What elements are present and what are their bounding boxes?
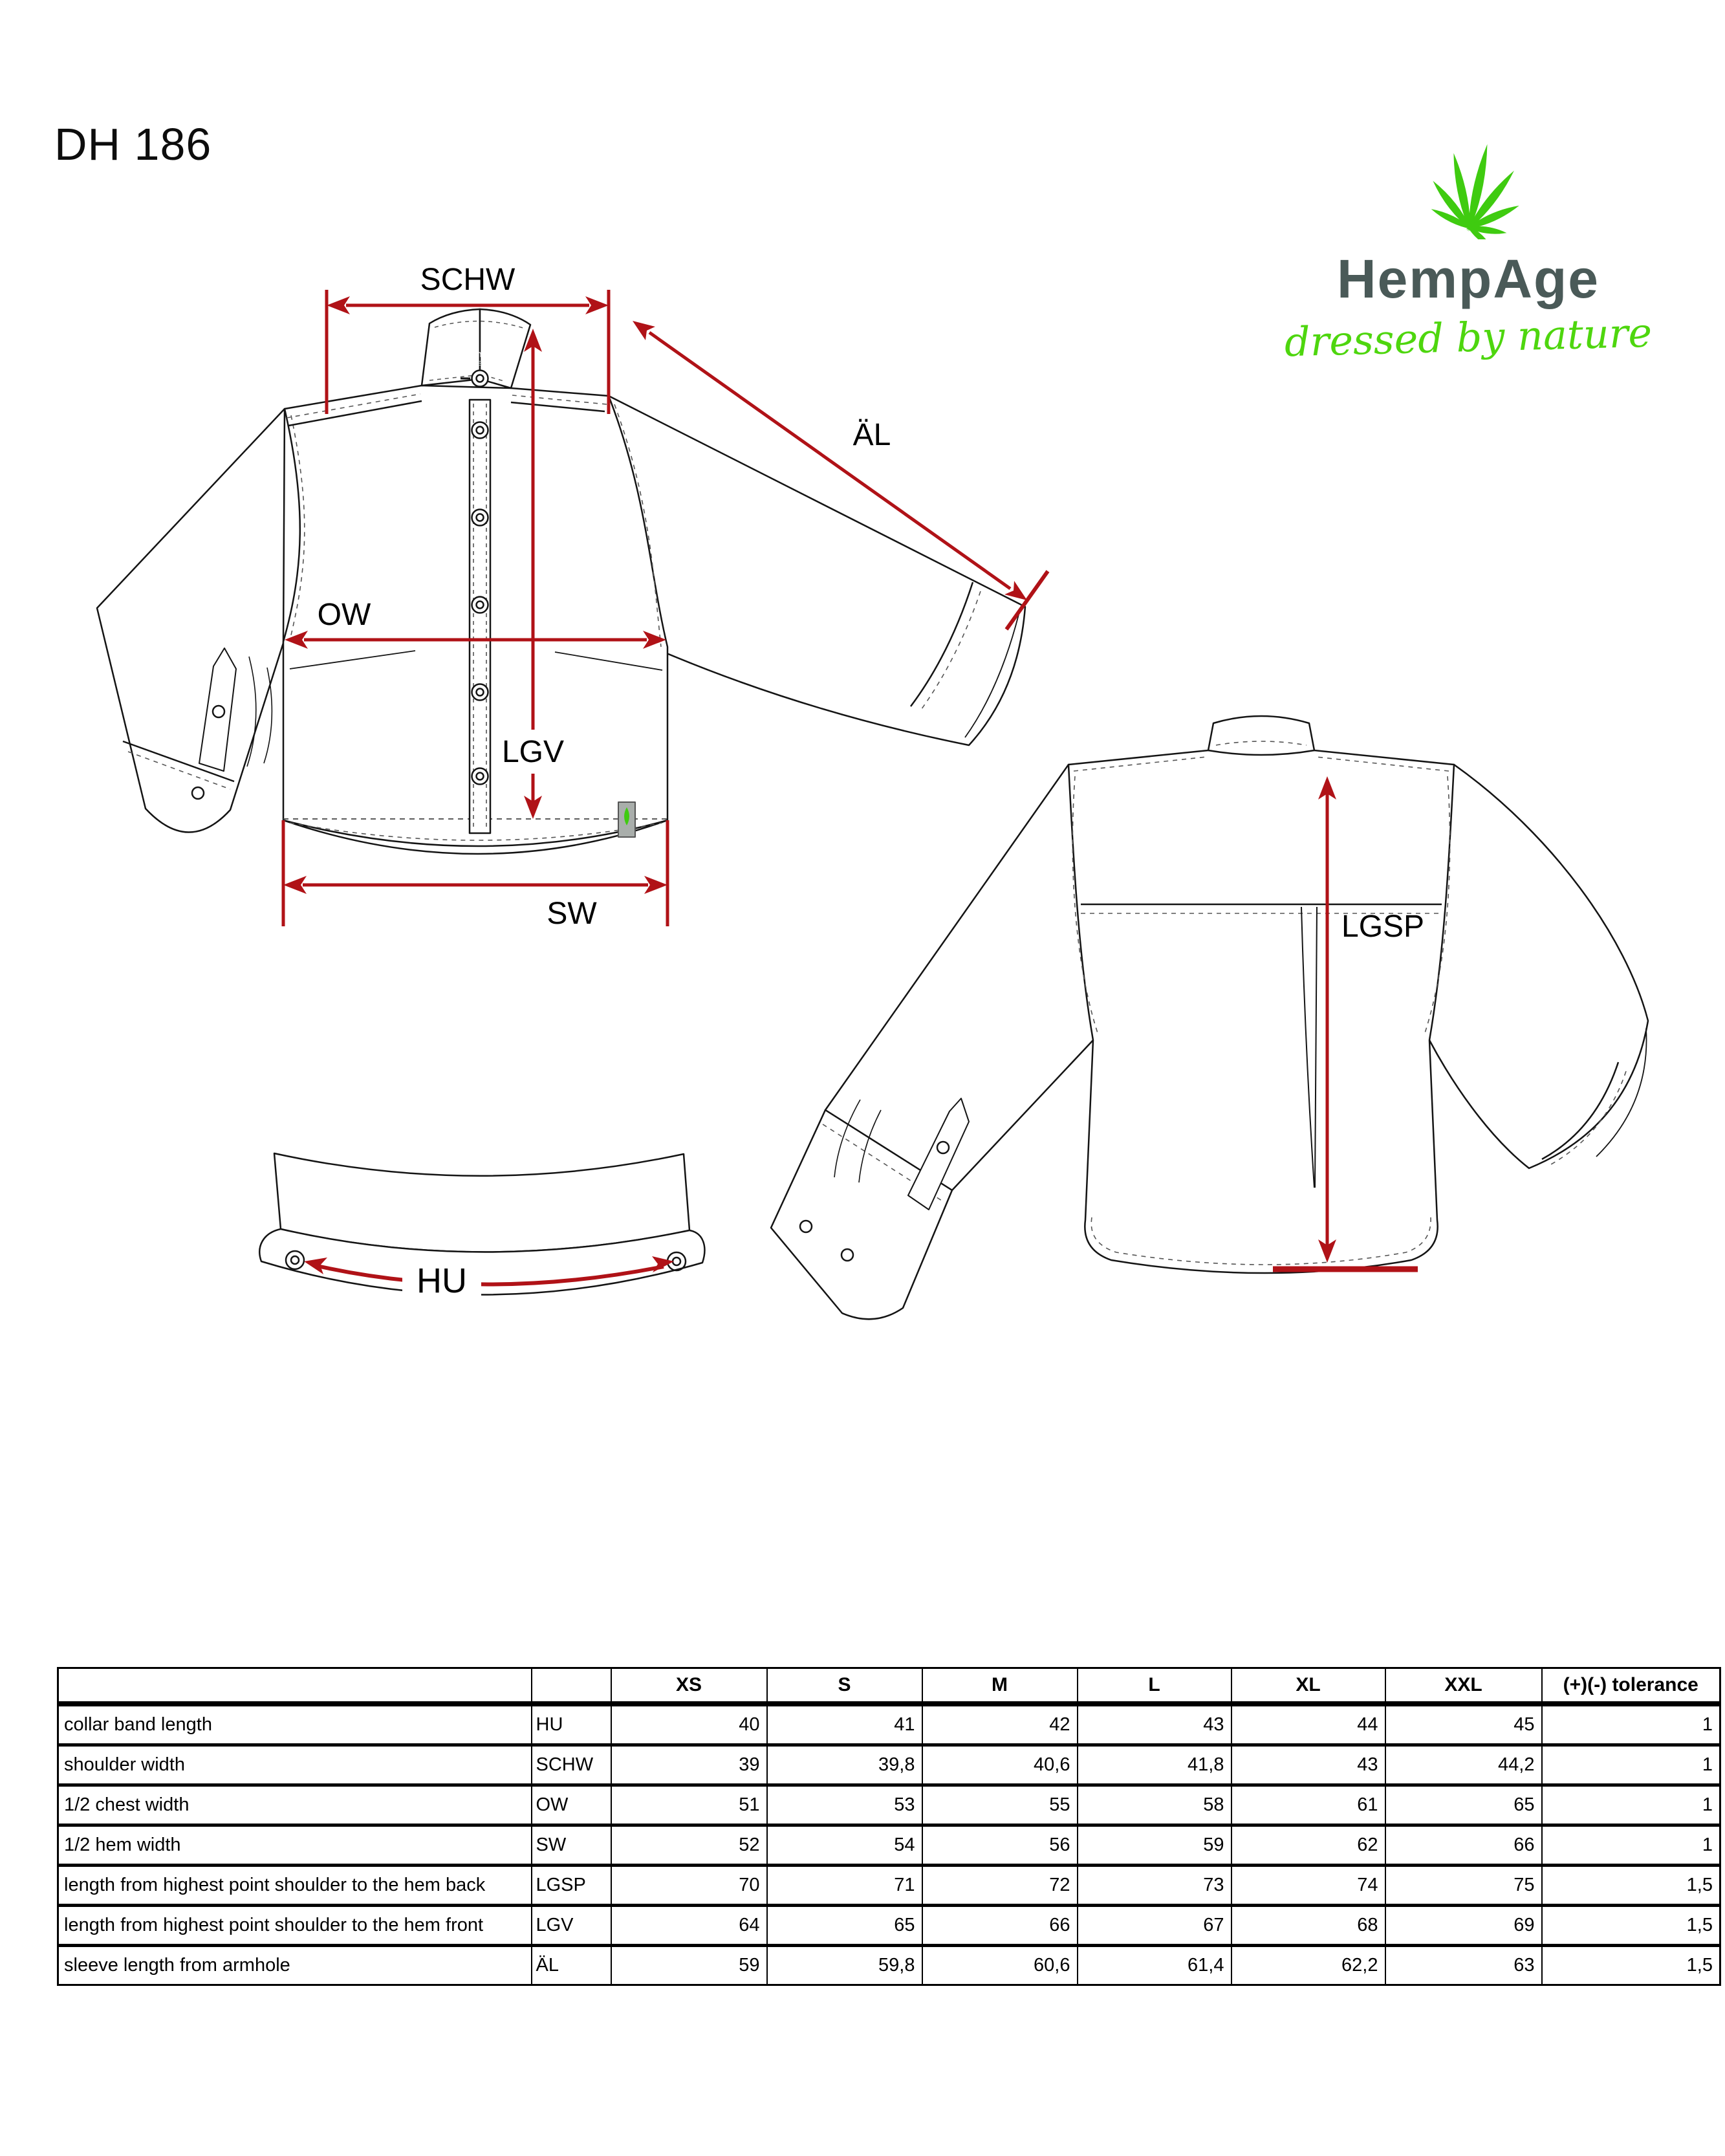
measurement-value: 53 [767, 1785, 922, 1825]
page-title: DH 186 [54, 119, 212, 169]
measurement-value: 1 [1542, 1785, 1720, 1825]
measurement-value: 42 [922, 1704, 1078, 1745]
column-header-XL: XL [1231, 1668, 1385, 1704]
brand-tagline: dressed by nature [1284, 309, 1653, 366]
measurement-code: LGV [532, 1906, 611, 1946]
measurement-value: 58 [1078, 1785, 1231, 1825]
measurement-value: 69 [1385, 1906, 1542, 1946]
label-ael: ÄL [852, 418, 891, 452]
measurement-value: 63 [1385, 1946, 1542, 1985]
column-header-(+)(-) tolerance: (+)(-) tolerance [1542, 1668, 1720, 1704]
table-row [58, 1946, 1720, 1985]
measurement-value: 52 [611, 1825, 767, 1866]
measurement-value: 40,6 [922, 1745, 1078, 1785]
measurement-value: 70 [611, 1866, 767, 1906]
measurement-value: 56 [922, 1825, 1078, 1866]
measurement-code: SCHW [532, 1745, 611, 1785]
label-ow: OW [317, 598, 371, 632]
brand-name: HempAge [1336, 248, 1600, 309]
measurement-value: 1,5 [1542, 1946, 1720, 1985]
table-row [58, 1906, 1720, 1946]
measurement-value: 66 [1385, 1825, 1542, 1866]
empty-header [58, 1668, 532, 1704]
measurement-name: sleeve length from armhole [58, 1946, 532, 1985]
measurement-value: 41 [767, 1704, 922, 1745]
measurement-value: 54 [767, 1825, 922, 1866]
measurement-value: 60,6 [922, 1946, 1078, 1985]
measurement-value: 61 [1231, 1785, 1385, 1825]
table-row [58, 1785, 1720, 1825]
collar-band-view [259, 1153, 704, 1295]
measurement-value: 62,2 [1231, 1946, 1385, 1985]
table-header [58, 1668, 1720, 1704]
table-row [58, 1825, 1720, 1866]
column-header-S: S [767, 1668, 922, 1704]
measurement-value: 51 [611, 1785, 767, 1825]
measurement-value: 65 [1385, 1785, 1542, 1825]
measurement-value: 43 [1078, 1704, 1231, 1745]
measurement-value: 59 [611, 1946, 767, 1985]
measurement-code: SW [532, 1825, 611, 1866]
measurement-value: 1,5 [1542, 1866, 1720, 1906]
measurement-value: 73 [1078, 1866, 1231, 1906]
measurement-value: 61,4 [1078, 1946, 1231, 1985]
measurement-value: 40 [611, 1704, 767, 1745]
table-row [58, 1866, 1720, 1906]
measurement-value: 72 [922, 1866, 1078, 1906]
label-schw: SCHW [420, 263, 515, 297]
measurement-value: 39 [611, 1745, 767, 1785]
column-header-XXL: XXL [1385, 1668, 1542, 1704]
measurement-value: 62 [1231, 1825, 1385, 1866]
back-view [771, 716, 1648, 1319]
measurement-value: 44 [1231, 1704, 1385, 1745]
measurement-value: 71 [767, 1866, 922, 1906]
measurement-value: 1 [1542, 1704, 1720, 1745]
measurement-value: 44,2 [1385, 1745, 1542, 1785]
measurement-value: 68 [1231, 1906, 1385, 1946]
measurement-name: collar band length [58, 1704, 532, 1745]
measurement-value: 55 [922, 1785, 1078, 1825]
header-row [58, 1668, 1720, 1704]
measurement-name: length from highest point shoulder to the hem back [58, 1866, 532, 1906]
measurement-value: 59,8 [767, 1946, 922, 1985]
label-sw: SW [547, 897, 597, 931]
size-table [57, 1667, 1721, 1986]
measurement-value: 64 [611, 1906, 767, 1946]
side-seam-tag [618, 802, 635, 837]
table-row [58, 1704, 1720, 1745]
measurement-value: 74 [1231, 1866, 1385, 1906]
measurement-value: 75 [1385, 1866, 1542, 1906]
measurement-value: 39,8 [767, 1745, 922, 1785]
measurement-code: OW [532, 1785, 611, 1825]
svg-text:S: S [477, 360, 483, 367]
measurement-value: 65 [767, 1906, 922, 1946]
measurement-value: 41,8 [1078, 1745, 1231, 1785]
measurement-code: ÄL [532, 1946, 611, 1985]
measurement-value: 43 [1231, 1745, 1385, 1785]
front-view [97, 309, 1025, 854]
measurement-name: length from highest point shoulder to the hem front [58, 1906, 532, 1946]
label-hu: HU [417, 1261, 467, 1300]
measurement-code: LGSP [532, 1866, 611, 1906]
measurement-name: shoulder width [58, 1745, 532, 1785]
measurement-code: HU [532, 1704, 611, 1745]
label-lgv: LGV [501, 735, 565, 769]
measurement-value: 59 [1078, 1825, 1231, 1866]
measurement-value: 66 [922, 1906, 1078, 1946]
measurement-value: 1 [1542, 1745, 1720, 1785]
table-body [58, 1704, 1720, 1985]
measurement-name: 1/2 chest width [58, 1785, 532, 1825]
empty-header [532, 1668, 611, 1704]
measurement-value: 67 [1078, 1906, 1231, 1946]
label-lgsp: LGSP [1341, 909, 1425, 944]
measurement-value: 45 [1385, 1704, 1542, 1745]
measurement-value: 1 [1542, 1825, 1720, 1866]
column-header-L: L [1078, 1668, 1231, 1704]
column-header-XS: XS [611, 1668, 767, 1704]
size-spec-table [57, 1667, 1721, 1986]
measurement-name: 1/2 hem width [58, 1825, 532, 1866]
column-header-M: M [922, 1668, 1078, 1704]
svg-text:HempAge: HempAge [462, 349, 504, 359]
measurement-value: 1,5 [1542, 1906, 1720, 1946]
table-row [58, 1745, 1720, 1785]
